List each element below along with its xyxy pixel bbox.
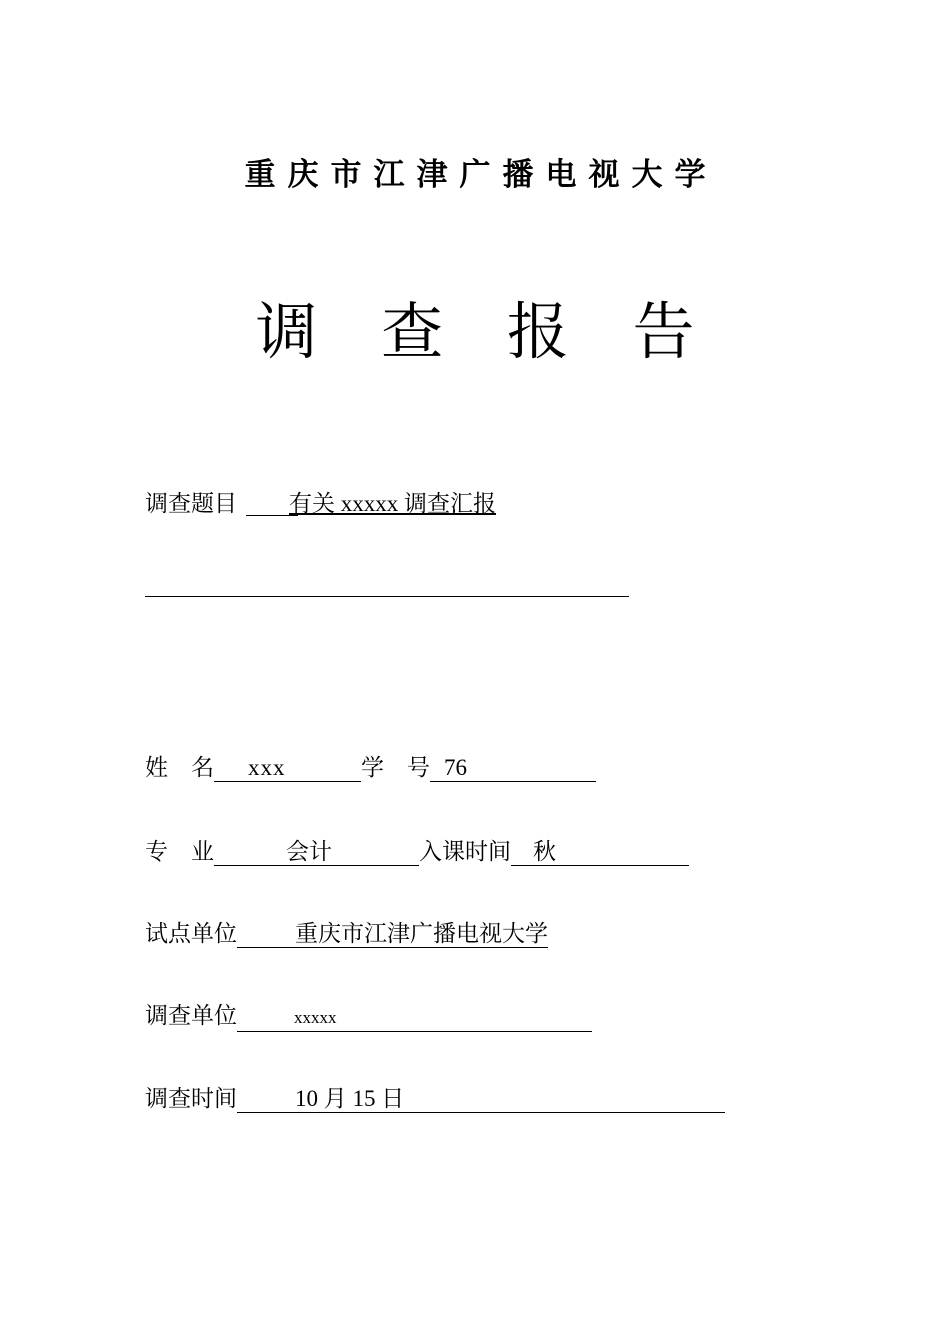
name-label: 姓 名	[145, 755, 214, 780]
enroll-time-value-field	[511, 839, 689, 866]
survey-unit-label: 调查单位	[145, 1003, 237, 1028]
topic-lead-underline	[246, 515, 298, 516]
university-title: 重庆市江津广播电视大学	[244, 157, 718, 193]
name-value-field	[214, 755, 361, 782]
survey-time-label: 调查时间	[145, 1086, 237, 1111]
student-id-value-field	[430, 755, 596, 782]
major-label: 专 业	[145, 839, 214, 864]
major-value-field	[214, 839, 419, 866]
pilot-unit-label: 试点单位	[145, 921, 237, 946]
name-row	[145, 753, 596, 783]
survey-time-value: 10 月 15 日	[295, 1086, 405, 1111]
topic-row	[145, 489, 496, 519]
name-value: xxx	[248, 755, 286, 780]
student-id-label: 学 号	[361, 755, 430, 780]
topic-continuation-line	[145, 596, 629, 597]
pilot-unit-value: 重庆市江津广播电视大学	[295, 921, 548, 946]
survey-time-value-field	[237, 1086, 725, 1113]
major-row	[145, 837, 689, 867]
major-value: 会计	[286, 839, 332, 864]
report-title: 调 查 报 告	[255, 295, 717, 368]
pilot-unit-value-field	[237, 921, 548, 948]
survey-unit-row	[145, 1001, 592, 1032]
topic-value-field	[237, 491, 496, 517]
pilot-unit-row	[145, 919, 548, 949]
enroll-time-label: 入课时间	[419, 839, 511, 864]
survey-unit-value: xxxxx	[294, 1008, 337, 1027]
topic-value: 有关 xxxxx 调查汇报	[289, 491, 496, 516]
student-id-value: 76	[444, 755, 467, 780]
enroll-time-value: 秋	[533, 839, 556, 864]
topic-label: 调查题目	[145, 491, 237, 516]
survey-time-row	[145, 1084, 725, 1114]
survey-unit-value-field	[237, 1003, 592, 1032]
